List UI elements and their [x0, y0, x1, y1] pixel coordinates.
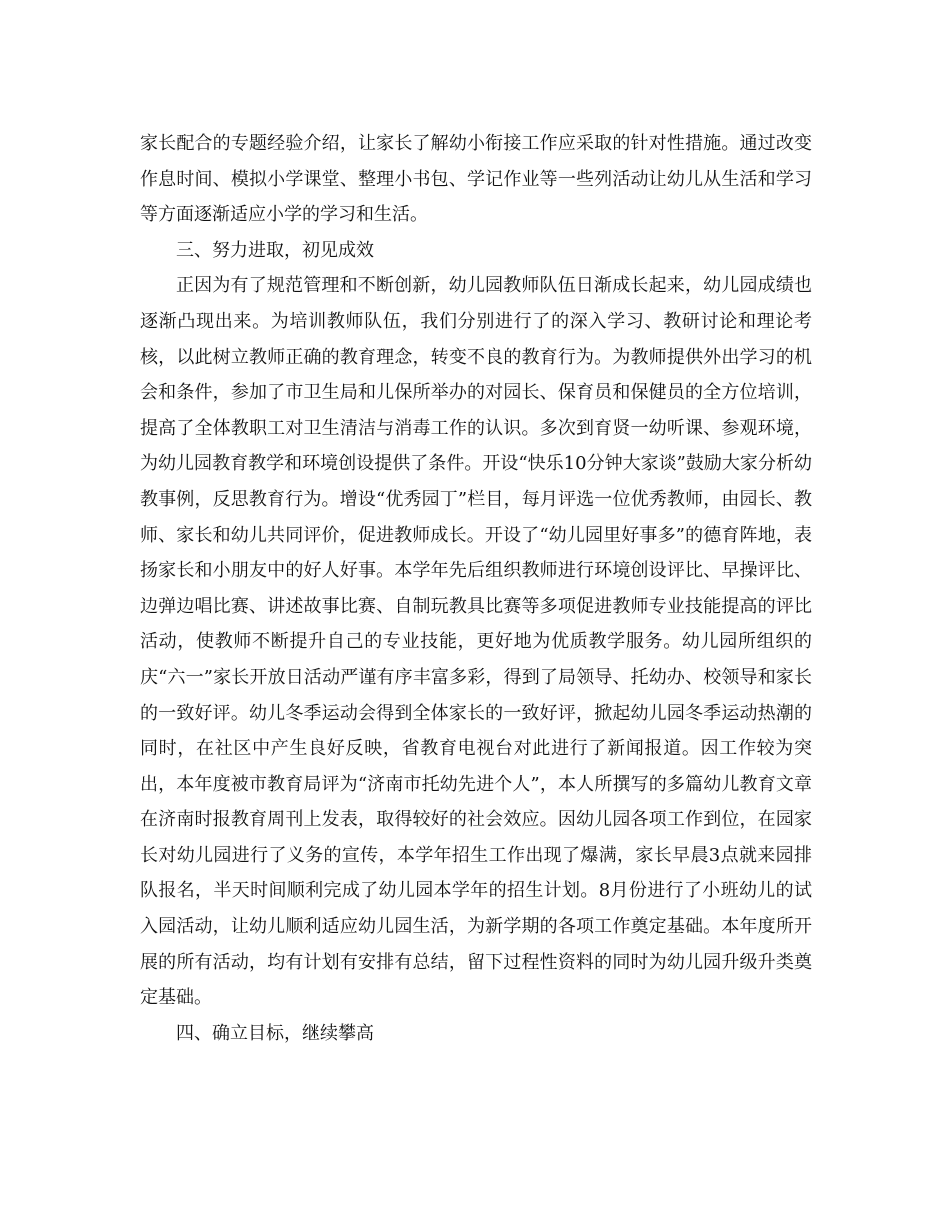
- section-heading-three: 三、努力进取，初见成效: [176, 239, 374, 261]
- paragraph-continuation: 家长配合的专题经验介绍，让家长了解幼小衔接工作应采取的针对性措施。通过改变作息时间、模拟小学课堂、整理小书包、学记作业等一些列活动让幼儿从生活和学习等方面逐渐适应小学的学习和生活。: [140, 133, 812, 226]
- section-heading-four: 四、确立目标，继续攀高: [176, 1022, 374, 1044]
- document-body: [140, 126, 812, 1051]
- paragraph-achievements: 正因为有了规范管理和不断创新，幼儿园教师队伍日渐成长起来，幼儿园成绩也逐渐凸现出来。为培训教师队伍，我们分别进行了的深入学习、教研讨论和理论考核，以此树立教师正确的教育理念，转变不良的教育行为。为教师提供外出学习的机会和条件，参加了市卫生局和儿保所举办的对园长、保育员和保健员的全方位培训，提高了全体教职工对卫生清洁与消毒工作的认识。多次到育贤一幼听课、参观环境，为幼儿园教育教学和环境创设提供了条件。开设“快乐10分钟大家谈”鼓励大家分析幼教事例，反思教育行为。增设“优秀园丁”栏目，每月评选一位优秀教师，由园长、教师、家长和幼儿共同评价，促进教师成长。开设了“幼儿园里好事多”的德育阵地，表扬家长和小朋友中的好人好事。本学年先后组织教师进行环境创设评比、早操评比、边弹边唱比赛、讲述故事比赛、自制玩教具比赛等多项促进教师专业技能提高的评比活动，使教师不断提升自己的专业技能，更好地为优质教学服务。幼儿园所组织的庆“六一”家长开放日活动严谨有序丰富多彩，得到了局领导、托幼办、校领导和家长的一致好评。幼儿冬季运动会得到全体家长的一致好评，掀起幼儿园冬季运动热潮的同时，在社区中产生良好反映，省教育电视台对此进行了新闻报道。因工作较为突出，本年度被市教育局评为“济南市托幼先进个人”，本人所撰写的多篇幼儿教育文章在济南时报教育周刊上发表，取得较好的社会效应。因幼儿园各项工作到位，在园家长对幼儿园进行了义务的宣传，本学年招生工作出现了爆满，家长早晨3点就来园排队报名，半天时间顺利完成了幼儿园本学年的招生计划。8月份进行了小班幼儿的试入园活动，让幼儿顺利适应幼儿园生活，为新学期的各项工作奠定基础。本年度所开展的所有活动，均有计划有安排有总结，留下过程性资料的同时为幼儿园升级升类奠定基础。: [140, 275, 812, 1009]
